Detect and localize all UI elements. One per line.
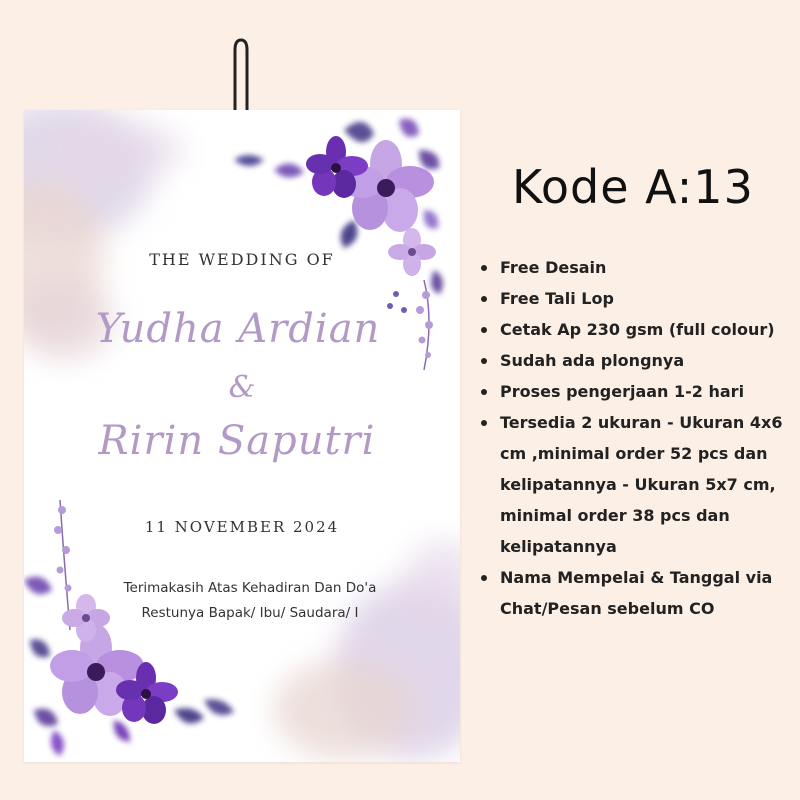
feature-item: Free Desain [476, 252, 796, 283]
watercolor-wash-bottom-right [274, 540, 460, 760]
bullet-icon [481, 420, 487, 426]
bullet-icon [481, 327, 487, 333]
thanks-line-1: Terimakasih Atas Kehadiran Dan Do'a [123, 580, 377, 596]
wedding-invitation-card [24, 110, 460, 762]
feature-item: Tersedia 2 ukuran - Ukuran 4x6 cm ,minimal order 52 pcs dan kelipatannya - Ukuran 5x7 cm, minimal order 38 pcs dan kelipatannya [476, 407, 796, 562]
feature-item: Nama Mempelai & Tanggal via Chat/Pesan sebelum CO [476, 562, 796, 624]
bullet-icon [481, 265, 487, 271]
bride-name: Ririn Saputri [98, 418, 376, 464]
feature-item: Cetak Ap 230 gsm (full colour) [476, 314, 796, 345]
flower-cluster-bottom-left-icon [24, 500, 234, 756]
feature-list [476, 252, 796, 624]
feature-item: Sudah ada plongnya [476, 345, 796, 376]
ampersand: & [228, 370, 256, 405]
groom-name: Yudha Ardian [95, 306, 381, 352]
card-heading: THE WEDDING OF [149, 250, 335, 269]
feature-item: Free Tali Lop [476, 283, 796, 314]
bullet-icon [481, 575, 487, 581]
bullet-icon [481, 389, 487, 395]
wedding-date: 11 NOVEMBER 2024 [144, 518, 340, 536]
thanks-line-2: Restunya Bapak/ Ibu/ Saudara/ I [141, 605, 359, 621]
product-code: Kode A:13 [512, 160, 754, 214]
bullet-icon [481, 296, 487, 302]
feature-item: Proses pengerjaan 1-2 hari [476, 376, 796, 407]
bullet-icon [481, 358, 487, 364]
